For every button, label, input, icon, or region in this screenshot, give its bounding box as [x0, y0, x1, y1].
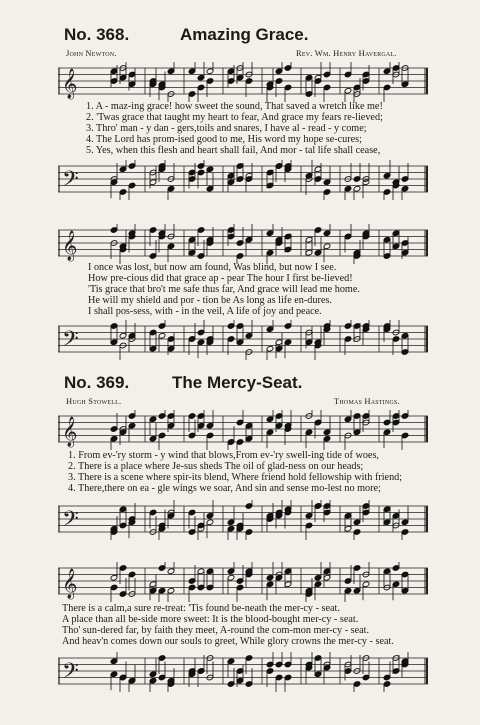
hymn-author: John Newton.: [66, 48, 117, 58]
clef-icon: 𝄞: [62, 69, 78, 99]
clef-icon: 𝄢: [62, 507, 79, 537]
music-staff-369-2-bass: [58, 652, 428, 692]
hymn-composer: Thomas Hastings.: [334, 396, 400, 406]
lyric-line: 3. There is a scene where spir-its blend, Where friend hold fellowship with friend;: [68, 472, 403, 483]
music-staff-369-2-treble: [58, 562, 428, 602]
lyric-line: How pre-cious did that grace ap - pear The hour I first be-lieved!: [88, 273, 353, 284]
hymn-number: No. 369.: [64, 373, 130, 392]
music-staff-369-1-treble: [58, 410, 428, 450]
lyric-line: Tho' sun-dered far, by faith they meet, A-round the com-mon mer-cy - seat.: [62, 625, 370, 636]
hymn-number: No. 368.: [64, 25, 130, 44]
music-staff-368-2-treble: [58, 224, 428, 264]
music-staff-369-1-bass: [58, 500, 428, 540]
lyric-line: There is a calm,a sure re-treat: 'Tis found be-neath the mer-cy - seat.: [62, 603, 340, 614]
clef-icon: 𝄢: [62, 327, 79, 357]
lyric-line: He will my shield and por - tion be As long as life en-dures.: [88, 295, 332, 306]
lyric-line: 1. A - maz-ing grace! how sweet the sound, That saved a wretch like me!: [86, 101, 383, 112]
lyric-line: 4. There,there on ea - gle wings we soar, And sin and sense mo-lest no more;: [68, 483, 381, 494]
clef-icon: 𝄢: [62, 659, 79, 689]
hymn-composer: Rev. Wm. Henry Havergal.: [296, 48, 397, 58]
lyrics-block: [88, 262, 360, 317]
lyric-line: And heav'n comes down our souls to greet, While glory crowns the mer-cy - seat.: [62, 636, 394, 647]
lyric-line: A place than all be-side more sweet: It is the blood-bought mer-cy - seat.: [62, 614, 359, 625]
music-staff-368-1-bass: [58, 160, 428, 200]
clef-icon: 𝄞: [62, 417, 78, 447]
music-staff-368-2-bass: [58, 320, 428, 360]
lyric-line: 'Tis grace that bro't me safe thus far, And grace will lead me home.: [88, 284, 360, 295]
lyric-line: 4. The Lord has prom-ised good to me, His word my hope se-cures;: [86, 134, 362, 145]
lyrics-block: [86, 101, 383, 156]
lyric-line: I shall pos-sess, with - in the veil, A life of joy and peace.: [88, 306, 322, 317]
lyric-line: 2. There is a place where Je-sus sheds The oil of glad-ness on our heads;: [68, 461, 364, 472]
music-staff-368-1-treble: [58, 62, 428, 102]
lyric-line: 1. From ev-'ry storm - y wind that blows,From ev-'ry swell-ing tide of woes,: [68, 450, 379, 461]
hymn-title: The Mercy-Seat.: [172, 373, 303, 392]
lyrics-block: [68, 450, 402, 494]
clef-icon: 𝄞: [62, 569, 78, 599]
clef-icon: 𝄞: [62, 231, 78, 261]
lyric-line: 5. Yes, when this flesh and heart shall fail, And mor - tal life shall cease,: [86, 145, 381, 156]
lyric-line: I once was lost, but now am found, Was blind, but now I see.: [88, 262, 337, 273]
lyrics-block: [62, 603, 394, 647]
lyric-line: 2. 'Twas grace that taught my heart to fear, And grace my fears re-lieved;: [86, 112, 383, 123]
clef-icon: 𝄢: [62, 167, 79, 197]
hymn-title: Amazing Grace.: [180, 25, 309, 44]
lyric-line: 3. Thro' man - y dan - gers,toils and snares, I have al - read - y come;: [86, 123, 367, 134]
hymn-author: Hugh Stowell.: [66, 396, 122, 406]
